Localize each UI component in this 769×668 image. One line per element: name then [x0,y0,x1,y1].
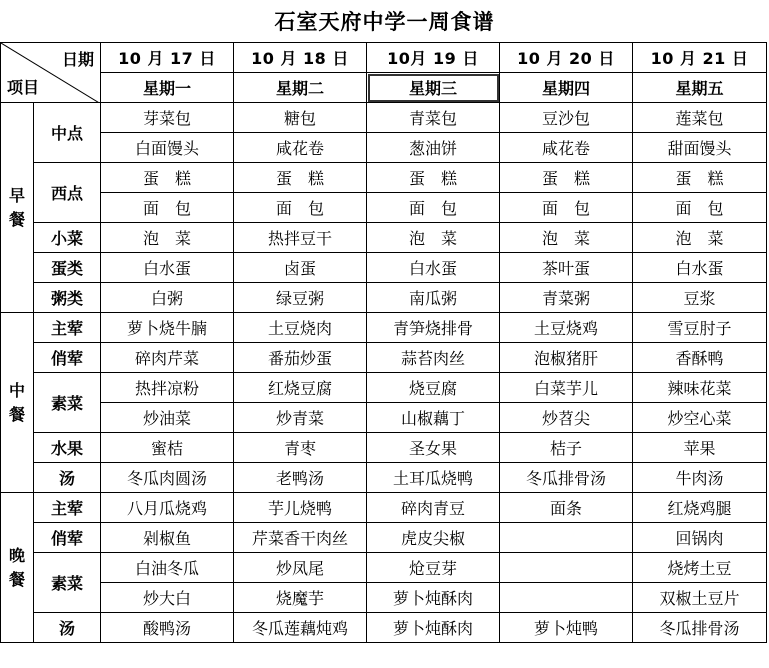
dish-cell[interactable]: 热拌凉粉 [101,373,234,403]
weekday-cell-selected[interactable]: 星期三 [367,73,500,103]
date-cell[interactable]: 10 月 20 日 [500,43,633,73]
category-cell: 水果 [34,433,101,463]
breakfast-row [1,223,767,253]
dish-cell[interactable]: 蛋 糕 [234,163,367,193]
dish-cell[interactable]: 炒青菜 [234,403,367,433]
dish-cell[interactable]: 面 包 [500,193,633,223]
date-cell[interactable]: 10月 19 日 [367,43,500,73]
category-cell: 俏荤 [34,523,101,553]
weekday-cell[interactable]: 星期二 [234,73,367,103]
category-cell: 素菜 [34,553,101,613]
dish-cell[interactable]: 碎肉芹菜 [101,343,234,373]
dish-cell[interactable]: 白油冬瓜 [101,553,234,583]
dish-cell[interactable]: 老鸭汤 [234,463,367,493]
dish-cell[interactable]: 泡 菜 [633,223,767,253]
dish-cell[interactable]: 牛肉汤 [633,463,767,493]
dish-cell[interactable]: 芋儿烧鸭 [234,493,367,523]
dish-cell[interactable]: 苹果 [633,433,767,463]
meal-label-cell [1,313,34,493]
dish-cell[interactable]: 蜜桔 [101,433,234,463]
weekday-cell[interactable]: 星期四 [500,73,633,103]
dish-cell[interactable]: 莲菜包 [633,103,767,133]
dish-cell[interactable]: 烧豆腐 [367,373,500,403]
category-cell: 俏荤 [34,343,101,373]
dish-cell[interactable]: 面 包 [367,193,500,223]
dish-cell[interactable]: 面 包 [633,193,767,223]
dish-cell[interactable]: 青笋烧排骨 [367,313,500,343]
category-cell: 西点 [34,163,101,223]
dish-cell[interactable]: 泡 菜 [500,223,633,253]
dish-cell[interactable]: 土豆烧肉 [234,313,367,343]
dish-cell[interactable]: 白面馒头 [101,133,234,163]
meal-label-char: 餐 [8,209,25,229]
dish-cell[interactable]: 冬瓜排骨汤 [633,613,767,643]
category-cell: 中点 [34,103,101,163]
dish-cell[interactable]: 土豆烧鸡 [500,313,633,343]
breakfast-row [1,163,767,193]
weekday-row [1,73,767,103]
weekday-cell[interactable]: 星期一 [101,73,234,103]
dish-cell[interactable]: 桔子 [500,433,633,463]
dish-cell[interactable]: 白水蛋 [633,253,767,283]
dish-cell[interactable]: 炒油菜 [101,403,234,433]
category-cell: 汤 [34,463,101,493]
category-cell: 小菜 [34,223,101,253]
date-cell[interactable]: 10 月 21 日 [633,43,767,73]
meal-label-char: 晚 [8,545,25,565]
dish-cell[interactable]: 白水蛋 [367,253,500,283]
lunch-row [1,343,767,373]
dish-cell[interactable]: 白粥 [101,283,234,313]
dish-cell[interactable]: 萝卜炖酥肉 [367,583,500,613]
meal-label-char: 中 [8,380,25,400]
dish-cell[interactable]: 豆浆 [633,283,767,313]
dish-cell[interactable]: 红烧豆腐 [234,373,367,403]
dish-cell[interactable]: 芹菜香干肉丝 [234,523,367,553]
dish-cell[interactable]: 青菜包 [367,103,500,133]
dish-cell[interactable]: 面条 [500,493,633,523]
dish-cell[interactable]: 蛋 糕 [500,163,633,193]
dish-cell[interactable] [500,583,633,613]
dish-cell[interactable]: 糖包 [234,103,367,133]
dinner-row [1,523,767,553]
dish-cell[interactable]: 蛋 糕 [633,163,767,193]
breakfast-row [1,103,767,133]
breakfast-row [1,283,767,313]
category-cell: 蛋类 [34,253,101,283]
lunch-row [1,433,767,463]
dish-cell[interactable]: 绿豆粥 [234,283,367,313]
dish-cell[interactable]: 甜面馒头 [633,133,767,163]
dish-cell[interactable]: 剁椒鱼 [101,523,234,553]
dish-cell[interactable]: 面 包 [101,193,234,223]
dish-cell[interactable]: 南瓜粥 [367,283,500,313]
date-header-label: 日期 [61,50,94,69]
dish-cell[interactable]: 山椒藕丁 [367,403,500,433]
meal-label-cell [1,493,34,643]
dish-cell[interactable]: 酸鸭汤 [101,613,234,643]
dinner-row [1,583,767,613]
dish-cell[interactable]: 辣味花菜 [633,373,767,403]
category-cell: 素菜 [34,373,101,433]
meal-label-cell [1,103,34,313]
dish-cell[interactable]: 泡椒猪肝 [500,343,633,373]
dish-cell[interactable]: 蛋 糕 [101,163,234,193]
dish-cell[interactable]: 红烧鸡腿 [633,493,767,523]
dish-cell[interactable]: 虎皮尖椒 [367,523,500,553]
dish-cell[interactable]: 炝豆芽 [367,553,500,583]
dish-cell[interactable]: 青枣 [234,433,367,463]
dish-cell[interactable]: 碎肉青豆 [367,493,500,523]
dish-cell[interactable]: 烧魔芋 [234,583,367,613]
meal-label-char: 早 [8,185,25,205]
dish-cell[interactable]: 泡 菜 [101,223,234,253]
dish-cell[interactable]: 芽菜包 [101,103,234,133]
dish-cell[interactable]: 泡 菜 [367,223,500,253]
meal-label-char: 餐 [8,569,25,589]
dish-cell[interactable]: 炒凤尾 [234,553,367,583]
dish-cell[interactable]: 青菜粥 [500,283,633,313]
dish-cell[interactable]: 蒜苔肉丝 [367,343,500,373]
meal-label-char: 餐 [8,404,25,424]
lunch-row [1,373,767,403]
weekday-cell[interactable]: 星期五 [633,73,767,103]
header-corner-cell [1,43,101,103]
category-cell: 粥类 [34,283,101,313]
dish-cell[interactable]: 茶叶蛋 [500,253,633,283]
dish-cell[interactable]: 白水蛋 [101,253,234,283]
dish-cell[interactable]: 回锅肉 [633,523,767,553]
dish-cell[interactable] [500,523,633,553]
dish-cell[interactable]: 白菜芋儿 [500,373,633,403]
dish-cell[interactable]: 双椒土豆片 [633,583,767,613]
category-cell: 汤 [34,613,101,643]
dish-cell[interactable]: 八月瓜烧鸡 [101,493,234,523]
dish-cell[interactable]: 热拌豆干 [234,223,367,253]
dish-cell[interactable]: 炒空心菜 [633,403,767,433]
dish-cell[interactable]: 冬瓜排骨汤 [500,463,633,493]
dish-cell[interactable]: 萝卜炖酥肉 [367,613,500,643]
dish-cell[interactable]: 雪豆肘子 [633,313,767,343]
sheet-title: 石室天府中学一周食谱 [274,9,495,34]
dinner-row [1,613,767,643]
dish-cell[interactable]: 烧烤土豆 [633,553,767,583]
dish-cell[interactable]: 萝卜炖鸭 [500,613,633,643]
dish-cell[interactable]: 葱油饼 [367,133,500,163]
breakfast-row [1,253,767,283]
dish-cell[interactable]: 咸花卷 [500,133,633,163]
lunch-row [1,403,767,433]
dish-cell[interactable]: 圣女果 [367,433,500,463]
dish-cell[interactable]: 冬瓜肉圆汤 [101,463,234,493]
date-cell[interactable]: 10 月 18 日 [234,43,367,73]
dish-cell[interactable]: 面 包 [234,193,367,223]
weekly-menu-table [0,42,767,643]
dish-cell[interactable]: 番茄炒蛋 [234,343,367,373]
date-cell[interactable]: 10 月 17 日 [101,43,234,73]
item-header-label: 项目 [7,78,40,97]
dish-cell[interactable]: 咸花卷 [234,133,367,163]
lunch-row [1,463,767,493]
category-cell: 主荤 [34,313,101,343]
dish-cell[interactable] [500,553,633,583]
dish-cell[interactable]: 蛋 糕 [367,163,500,193]
dish-cell[interactable]: 土耳瓜烧鸭 [367,463,500,493]
breakfast-row [1,133,767,163]
breakfast-row [1,193,767,223]
date-row [1,43,767,73]
category-cell: 主荤 [34,493,101,523]
dish-cell[interactable]: 香酥鸭 [633,343,767,373]
dish-cell[interactable]: 萝卜烧牛腩 [101,313,234,343]
dish-cell[interactable]: 冬瓜莲藕炖鸡 [234,613,367,643]
dinner-row [1,493,767,523]
lunch-row [1,313,767,343]
dish-cell[interactable]: 豆沙包 [500,103,633,133]
dish-cell[interactable]: 炒苕尖 [500,403,633,433]
dinner-row [1,553,767,583]
dish-cell[interactable]: 炒大白 [101,583,234,613]
dish-cell[interactable]: 卤蛋 [234,253,367,283]
